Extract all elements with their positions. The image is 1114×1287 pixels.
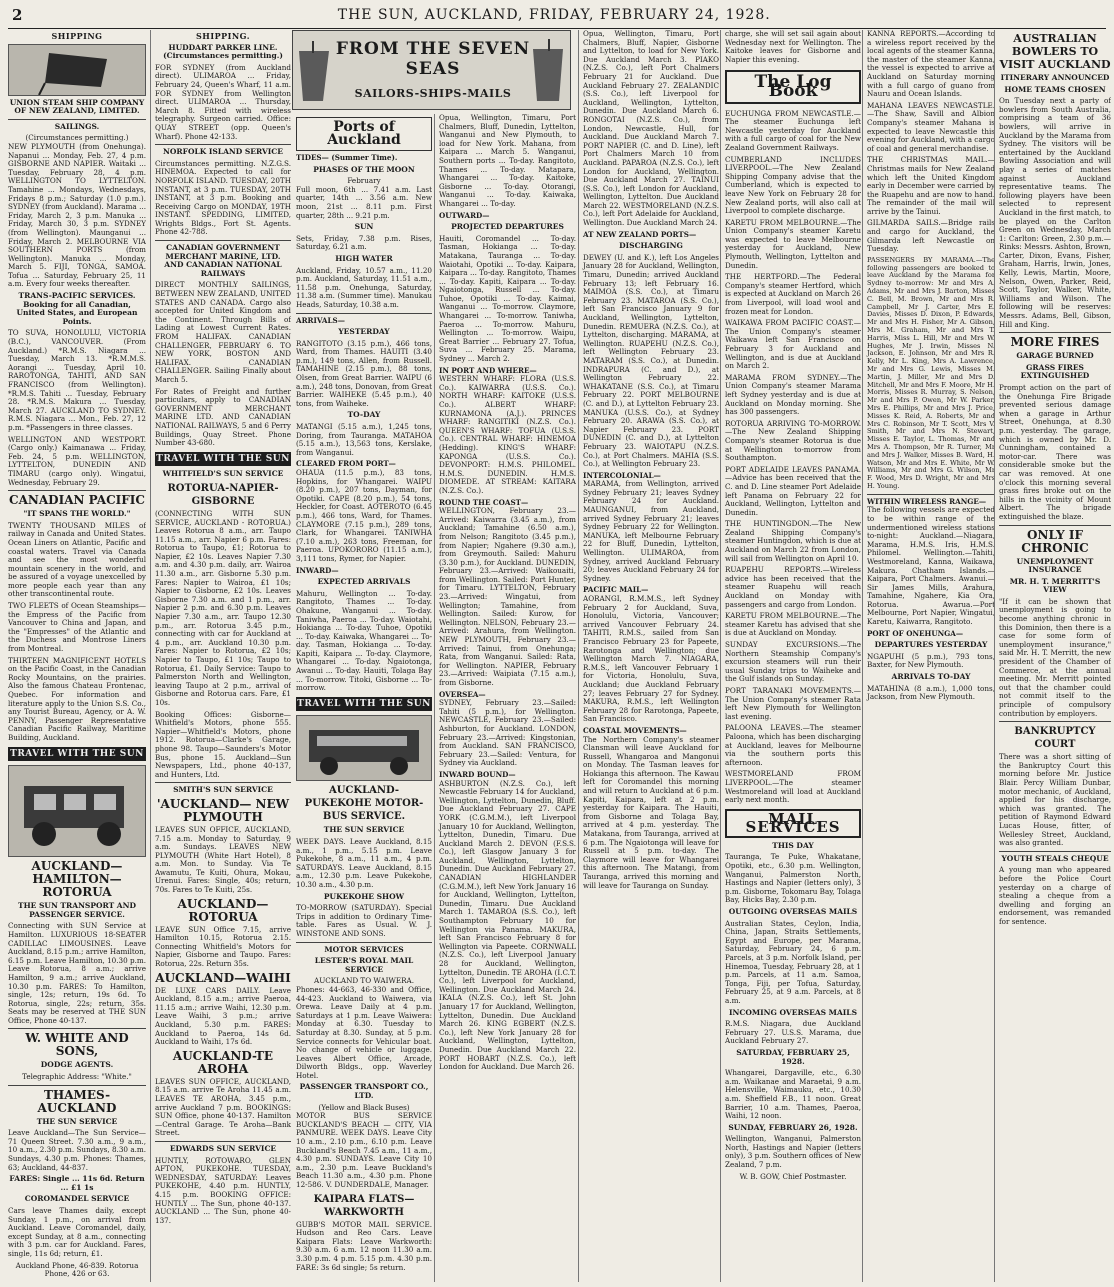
ar-body: LEAVE SUN Office 7.15, arrive Hamilton 10.15, Rotorua 2.15. Connecting Whitfield's Motors for Napier, Gisborne and Taupo. Fares: Rotorua, 22s. Return 35s.: [155, 924, 291, 969]
mahana-item: MAHANA LEAVES NEWCASTLE.—The Shaw, Savill and Albion Company's steamer Mahana is expected to leave Newcastle this evening for Auckland, with a cargo of coal and general merchandise.: [867, 100, 995, 153]
lester-body: Phones: 44-663, 46-330 and Office, 44-423. Auckland to Waiwera, via Orewa. Leave Daily at 4 p.m. Saturdays at 1 p.m. Leave Waiwera: Monday at 6.30. Tuesday to Saturday at 8.30. Sunday, at 5 p.m. Service connects for Vehicular boat. No change of vehicle or luggage. Leaves Albert Office, Arcade, Dilworth Bldgs., opp. Waverley Hotel.: [296, 984, 432, 1080]
westport-body: WELLINGTON AND WESTPORT. (Cargo only.) Kaimanawa ... Friday, Feb. 24, 5 p.m. WELLINGTON, LYTTELTON, DUNEDIN AND TIMARU (cargo only). Wingatui, Wednesday, February 29.: [8, 434, 146, 487]
fares: FARES: Single ... 11s 6d. Return ... £1 1s: [9, 1174, 145, 1192]
edwards-body: HUNTLY, ROTOWARO, GLEN AFTON, PUKEKOHE. TUESDAY, WEDNESDAY, SATURDAY: Leaves PUKEKOHE, 4.40 p.m. HUNTLY, 4.15 p.m. BOOKING OFFICE: HUNTLY ... The Sun, phone 40-137. AUCKLAND ... The Sun, phone 40-137.: [155, 1155, 291, 1225]
moon-month: February: [347, 176, 381, 186]
christmas-item: THE CHRISTMAS MAIL.—Christmas mails for New Zealand which left the United Kingdom early in December were carried by the Ruapehu and are now to hand. The remainder of the mail will arrive by the Tainui.: [867, 155, 995, 216]
fires-body: Prompt action on the part of the Onehunga Fire Brigade prevented serious damage when a garage in Arthur Street, Onehunga, at 8.30 p.m. yesterday. The garage, which is owned by Mr. D. Cunningham, contained a motor-car. There was considerable smoke but the car was removed. At one o'clock this morning several grass fires broke out on the hills in the vicinity of Mount Albert. The brigade extinguished the blaze.: [999, 383, 1111, 521]
coromandel-body: Cars leave Thames daily, except Sunday, 1 p.m., on arrival from Auckland. Leave Coromandel, daily, except Sunday, at 8 a.m., connecting with 3 p.m. car for Auckland. Fares, single, 11s 6d; return, £1.: [8, 1206, 146, 1258]
show-body: TO-MORROW (SATURDAY). Special Trips in addition to Ordinary Time-table. Fares as Usual. W. J. WINSTONE AND SONS.: [296, 903, 432, 938]
moon-body: Full moon, 6th ... 7.41 a.m. Last quarter, 14th ... 3.56 a.m. New moon, 21st ... 8.11 p.m. First quarter, 28th ... 9.21 p.m.: [296, 184, 432, 220]
cgmm-body: DIRECT MONTHLY SAILINGS, BETWEEN NEW ZEALAND, UNITED STATES AND CANADA. Cargo also accepted for United Kingdom and the Continent. Through Bills of Lading at Lowest Current Rates. FROM HALIFAX. CANADIAN CHALLENGER, FEBRUARY 6. TO NEW YORK, BOSTON AND HALIFAX. CANADIAN CHALLENGER. Sailing Finally about March 5.: [155, 280, 291, 384]
cp-body: TWENTY THOUSAND MILES of railway in Canada and United States. Ocean Liners on Atlantic, Pacific and coastal waters. Travel via Canada and see the most wonderful mountain scenery in the world, and be assured of a voyage unexcelled by more people each year than any other transcontinental route.: [8, 520, 146, 599]
pukekohe-body: WEEK DAYS. Leave Auckland, 8.15 a.m., 1 p.m., 5.15 p.m. Leave Pukekohe, 8 a.m., 11 a.m., 4 p.m. SATURDAYS. Leave Auckland, 8.15 a.m., 12.30 p.m. Leave Pukekohe, 10.30 a.m., 4.30 p.m.: [296, 837, 432, 889]
hertford-item: THE HERTFORD.—The Federal Company's steamer Hertford, which is expected at Auckland on March 26 from Liverpool, will load wool and frozen meat for London.: [725, 272, 861, 316]
sailings-body: NEW PLYMOUTH (from Onehunga). Napanui ... Monday, Feb. 27, 4 p.m. GISBORNE AND NAPIER. Waitaki ... Tuesday, February 28, 4 p.m. WELLINGTON TO LYTTELTON. Tamahine ... Mondays, Wednesdays, Fridays 8 p.m.; Saturday (1.0 p.m.). SYDNEY (from Auckland). Marama ... Friday, March 2, 3 p.m. Manuka ... Friday, March 30, 3 p.m. SYDNEY (from Wellington). Maunganui ... Friday, March 2. MELBOURNE VIA SOUTHERN PORTS (from Wellington). Manuka ... Monday, March 5. FIJI, TONGA, SAMOA. Tofua ... Saturday, February 25, 11 a.m. Every four weeks thereafter.: [8, 141, 146, 289]
mail-services-title: MAIL SERVICES: [725, 809, 861, 838]
sunday-item: SUNDAY EXCURSIONS.—The Northern Steamship Company's excursion steamers will run their usual Sunday trips to Waiheke and the Gulf islands on Sunday.: [725, 640, 861, 684]
thames-body: Leave Auckland—The Sun Service—71 Queen Street. 7.30 a.m., 9 a.m., 10 a.m., 2.30 p.m. Sundays, 8.30 a.m. Sundays, 4.30 p.m. Phones: Thames, 63; Auckland, 44-837.: [8, 1128, 146, 1172]
sailings-heading: SAILINGS.: [54, 121, 100, 131]
canadian-pacific-slogan: "IT SPANS THE WORLD.": [23, 509, 131, 519]
column-1: [8, 30, 146, 1282]
high-water-body: Auckland, Friday, 10.57 a.m., 11.20 p.m. Auckland, Saturday, 11.51 a.m., 11.58 p.m. Onehunga, Saturday, 11.38 a.m. (Summer time). Manukau Heads, Saturday, 10.38 a.m.: [296, 265, 432, 309]
cgmm-heading: CANADIAN GOVERNMENT MERCHANT MARINE, LTD. AND CANADIAN NATIONAL RAILWAYS: [164, 243, 282, 278]
page-number: 2: [12, 6, 23, 24]
bus-illustration: [296, 715, 432, 781]
passenger-sub: (Yellow and Black Buses): [318, 1102, 410, 1112]
gilmarda-item: GILMARDA SAILS.—Bridge rails and cargo for Auckland, the Gilmarda left Newcastle on Tuesday.: [867, 218, 995, 254]
saturday-heading: SATURDAY, FEBRUARY 25, 1928.: [736, 1047, 850, 1066]
phones: Auckland Phone, 46-839. Rotorua Phone, 426 or 63.: [15, 1260, 139, 1279]
column-3: [292, 114, 432, 1282]
lester-sub: AUCKLAND TO WAIWERA.: [314, 976, 414, 986]
trans-pacific-heading: TRANS-PACIFIC SERVICES. Booking for all Canadian, United States, and European Points.: [16, 291, 138, 326]
tides-label: TIDES—: [296, 153, 329, 162]
column-6: [720, 30, 861, 1282]
sun-heading: SUN: [354, 222, 374, 232]
column-8: [994, 30, 1111, 1282]
aw-body: DE LUXE CARS DAILY. Leave Auckland, 8.15 a.m.; arrive Paeroa, 11.15 a.m.; arrive Waihi, 12.30 p.m. Leave Waihi, 3 p.m.; arrive Auckland, 5.30 p.m. FARES: Auckland to Paeroa, 14s 6d. Auckland to Waihi, 17s 6d.: [155, 985, 291, 1047]
ata-body: LEAVES SUN OFFICE, AUCKLAND, 8.15 a.m. arrive Te Aroha 11.45 a.m. LEAVES TE AROHA, 3.45 p.m., arrive Auckland 7 p.m. BOOKINGS: SUN Office, phone 40-137. Hamilton—Central Garage. Te Aroha—Bank Street.: [155, 1076, 291, 1138]
rotorua-napier-title: ROTORUA-NAPIER-GISBORNE: [167, 482, 279, 507]
booking-offices: Booking Offices: Gisborne—Whitfield's Motors, phone 555. Napier—Whitfield's Motors, phone 1912. Rotorua—Clarke's Garage, phone 98. Taupo—Saunders's Motor Bus, phone 15. Auckland—Sun Newspapers, Ltd., phone 40-137, and Hunters, Ltd.: [155, 709, 291, 779]
banner-title: FROM THE SEVEN SEAS: [335, 39, 531, 79]
karetu-item: KARETU FROM MELBOURNE.—The Union Company's steamer Karetu was expected to leave Melbourne yesterday for Auckland, New Plymouth, Wellington, Lyttelton and Dunedin.: [725, 217, 861, 270]
garage-heading: GARAGE BURNED: [1016, 351, 1094, 361]
cleared-body: OHAUA (11.5 p.m.), 83 tons, Hopkins, for Whangarei. WAIPU (8.20 p.m.), 207 tons, Dayman, for Opotiki. CAPE (8.20 p.m.), 54 tons, Heckler, for Coast. AOTEROTO (6.45 p.m.), 466 tons, Ward, for Thames. CLAYMORE (7.15 p.m.), 289 tons, Clark, for Whangarei. TANIWHA (7.10 a.m.), 263 tons, Freeman, for Paeroa. UPOKORORO (11.15 a.m.), 3,111 tons, Rymer, for Napier.: [296, 468, 432, 563]
today-body: MATANGI (5.15 a.m.), 1,245 tons, Doring, from Tauranga. MATAHOA (5.15 a.m.), 13,563 tons, Kerslake, from Wanganui.: [296, 422, 432, 457]
pacific-mail-heading: PACIFIC MAIL—: [583, 585, 649, 595]
auckland-rotorua-title: AUCKLAND—ROTORUA: [177, 896, 269, 924]
trans-pacific-body: TO SUVA, HONOLULU, VICTORIA (B.C.), VANCOUVER. (From Auckland.) *R.M.S. Niagara ... Tuesday, March 13. *R.M.M.S. Aorangi ... Tuesday, April 10. RAROTONGA, TAHITI, AND SAN FRANCISCO (from Wellington). *R.M.S. Tahiti ... Tuesday, February 28. *R.M.S. Makura ... Tuesday, March 27. AUCKLAND TO SYDNEY. R.M.S. Niagara ... Mon., Feb. 27, 12 p.m. *Passengers in three classes.: [8, 328, 146, 432]
tides-heading: [296, 154, 432, 163]
itinerary-heading: ITINERARY ANNOUNCED: [1000, 73, 1110, 82]
arrivals-today-body: MATAHINA (8 a.m.), 1,000 tons, Jackson, from New Plymouth.: [867, 683, 995, 702]
bankruptcy-headline: BANKRUPTCY COURT: [1014, 726, 1096, 751]
grass-heading: GRASS FIRES EXTINGUISHED: [1020, 362, 1090, 381]
inward-bound-heading: INWARD BOUND—: [439, 769, 516, 779]
discharging-heading: DISCHARGING: [619, 241, 683, 251]
signoff: W. B. GOW, Chief Postmaster.: [739, 1171, 847, 1181]
edwards-heading: EDWARDS SUN SERVICE: [169, 1143, 277, 1153]
bus-icon: [297, 716, 431, 780]
wireless-body: The following vessels are expected to be within range of the undermentioned wireless stations to-night: Auckland.—Niagara, Marama, H.M.S. Iris, H.M.S. Philomel. Wellington.—Tahiti, Westmoreland, Kanna, Waikawa, Makura. Chatham Islands.—Kaipara, Port Chalmers. Awanui.—Sir James Mills, Arahura, Tamahine, Ngahere, Kia Ora, Rotorua. Awarua.—Port Melbourne, Port Napier, Wingatui, Karetu, Kaiwarra, Rangitoto.: [867, 505, 995, 627]
kaipara-body: GUBB'S MOTOR MAIL SERVICE. Hudson and Reo Cars. Leave Kaipara Flats: Leave Warkworth: 9.30 a.m. 6 a.m. 12 noon 11.30 a.m. 3.30 p.m. 4 p.m. 5.15 p.m. 4.30 p.m. FARE: 3s 6d single; 5s return.: [296, 1219, 432, 1272]
home-teams-heading: HOME TEAMS CHOSEN: [1004, 84, 1106, 94]
passenger-body: MOTOR BUS SERVICE BUCKLAND'S BEACH — CITY, VIA PANMURE. WEEK DAYS. Leave City 10 a.m., 2.10 p.m., 6.10 p.m. Leave Buckland's Beach 7.45 a.m., 11 a.m., 4.30 p.m. SUNDAYS. Leave City 10 a.m., 2.30 p.m. Leave Buckland's Beach 11.30 a.m., 4.30 p.m. Phone 12-586. V. DUNDERDALE, Manager.: [296, 1111, 432, 1189]
expected-body: Mahuru, Wellington ... To-day. Rangitoto, Thames ... To-day. Ohakune, Wanganui ... To-day. Taniwha, Paeroa ... To-day. Waiotahi, Hokianga ... To-day. Tuhoe, Opotiki ... To-day. Kaiwaka, Whangarei ... To-day. Tasman, Hokianga ... To-day. Kapiti, Kaipara ... To-day. Claymore, Whangarei ... To-day. Ngaiotonga, Awanui ... To-day. Hauiti, Tolaga Bay ... To-morrow. Titoki, Gisborne ... To-morrow.: [296, 588, 432, 693]
col6-intro: charge, she will set sail again about Wednesday next for Wellington. The Kaitoke leaves for Gisborne and Napier this evening.: [725, 30, 861, 64]
column-7: [862, 30, 995, 1282]
tides-note: (Summer Time).: [331, 153, 398, 162]
outward-heading: OUTWARD—: [439, 210, 490, 220]
auckland-te-aroha-title: AUCKLAND-TE AROHA: [172, 1048, 274, 1076]
cheque-body: A young man who appeared before the Police Court yesterday on a charge of stealing a cheque from a dwelling and forging an endorsement, was remanded for sentence.: [999, 865, 1111, 926]
motor-car-illustration: [8, 765, 146, 857]
intercolonial-heading: INTERCOLONIAL—: [583, 470, 661, 480]
thames-sub: THE SUN SERVICE: [36, 1116, 118, 1126]
white-sons-sub: DODGE AGENTS.: [40, 1060, 114, 1070]
departures-body: NGAPUHI (5 p.m.), 793 tons, Baxter, for New Plymouth.: [867, 651, 995, 670]
cumberland-item: CUMBERLAND INCLUDES LIVERPOOL.—The New Zealand Shipping Company advise that the Cumberland, which is expected to leave New York on February 28 for New Zealand ports, will also call at Liverpool to complete discharge.: [725, 154, 861, 216]
incoming-heading: INCOMING OVERSEAS MAILS: [728, 1007, 858, 1017]
high-water-heading: HIGH WATER: [335, 253, 393, 263]
rotorua-item: ROTORUA ARRIVING TO-MORROW.—The New Zealand Shipping Company's steamer Rotorua is due at Wellington to-morrow from Southampton.: [725, 418, 861, 463]
white-sons-title: W. WHITE AND SONS,: [25, 1031, 129, 1059]
auckland-waihi-title: AUCKLAND—WAIHI: [155, 970, 291, 985]
paloona-item: PALOONA LEAVES.—The steamer Paloona, which has been discharging at Auckland, leaves for Melbourne via the southern ports this afternoon.: [725, 723, 861, 767]
bowlers-headline: AUSTRALIAN BOWLERS TO VISIT AUCKLAND: [999, 32, 1111, 71]
arrivals-body: RANGITOTO (3.15 p.m.), 466 tons, Ward, from Thames. HAUITI (3.40 p.m.), 149 tons, Allen, from Russell. TAMAHINE (2.15 p.m.), 88 tons, Olsen, from Great Barrier. WAIPU (6 a.m.), 248 tons, Donovan, from Great Barrier. WAIHEKE (5.45 p.m.), 40 tons, from Waiheke.: [296, 338, 432, 408]
auckland-np-title: 'AUCKLAND— NEW PLYMOUTH: [156, 796, 290, 824]
oversea-heading: OVERSEA—: [439, 689, 486, 699]
norfolk-heading: NORFOLK ISLAND SERVICE: [163, 147, 283, 157]
hamilton-sub: THE SUN TRANSPORT AND PASSENGER SERVICE.: [18, 901, 136, 919]
onehunga-heading: PORT OF ONEHUNGA—: [867, 628, 964, 638]
incoming-body: R.M.S. Niagara, due Auckland February 27. U.S.S. Marama, due Auckland February 27.: [725, 1019, 861, 1046]
smith-heading: SMITH'S SUN SERVICE: [173, 785, 273, 795]
whitfield-heading: WHITFIELD'S SUN SERVICE: [162, 469, 284, 479]
sailings-note: (Circumstances permitting.): [25, 133, 129, 143]
pukekohe-sub: THE SUN SERVICE: [323, 825, 405, 835]
euchunga-item: EUCHUNGA FROM NEWCASTLE.—The steamer Euchunga left Newcastle yesterday for Auckland with a full cargo of coal for the New Zealand Government Railways.: [725, 108, 861, 152]
arrivals-today-heading: ARRIVALS TO-DAY: [891, 672, 971, 682]
lester-heading: LESTER'S ROYAL MAIL SERVICE: [314, 956, 414, 974]
hamilton-title: AUCKLAND— HAMILTON— ROTORUA: [31, 859, 123, 900]
taranaki-item: PORT TARANAKI MOVEMENTS.—The Union Company's steamer Rata left New Plymouth for Wellington last evening.: [725, 685, 861, 721]
projected-body: Hauiti, Coromandel ... To-day. Tasman, Hokianga ... To-day. Matakana, Tauranga ... To-day. Waiotahi, Opotiki ... To-day. Kaipara, Kaipara ... To-day. Rangitoto, Thames ... To-day. Kapiti, Kaipara ... To-day. Ngaiotonga, Russell ... To-day. Tuhoe, Opotiki ... To-day. Kaimai, Wanganui ... To-morrow. Claymore, Whangarei ... To-morrow. Taniwha, Paeroa ... To-morrow. Mahuru, Wellington ... To-morrow. Waipu, Great Barrier ... February 27. Tofua, Suva ... February 25. Marama, Sydney ... March 2.: [439, 233, 576, 364]
show-heading: PUKEKOHE SHOW: [323, 891, 405, 901]
unemployment-heading: UNEMPLOYMENT INSURANCE: [1016, 556, 1094, 575]
flag-icon: [9, 45, 146, 95]
chronic-headline: ONLY IF CHRONIC: [1021, 527, 1089, 555]
round-coast-heading: ROUND THE COAST—: [439, 497, 529, 507]
travel-with-sun-banner: TRAVEL WITH THE SUN: [8, 747, 146, 762]
motor-services-heading: MOTOR SERVICES: [324, 944, 404, 954]
masthead: [8, 2, 1106, 29]
pacific-mail-body: AORANGI, R.M.M.S., left Sydney February 2 for Auckland, Suva, Honolulu, Victoria, Vancouver; arrived Vancouver February 24. TAHITI, R.M.S., sailed from San Francisco February 23 for Papeete, Rarotonga and Wellington; due Wellington March 7. NIAGARA, R.M.S., left Vancouver February 1 for Victoria, Honolulu, Suva, Auckland; due Auckland February 27; leaves February 27 for Sydney. MAKURA, R.M.S., left Wellington February 28 for Rarotonga, Papeete, San Francisco.: [583, 594, 719, 724]
coastal-heading: COASTAL MOVEMENTS—: [583, 725, 687, 735]
rotorua-body: (CONNECTING WITH SUN SERVICE, AUCKLAND - ROTORUA.) Leaves Rotorua 8 a.m., arr. Taupo 11.15 a.m., arr. Napier 6 p.m. Fares: Rotorua to Taupo, £1; Rotorua to Napier, £2 10s. Leaves Napier 7.30 a.m. and 4.30 p.m. daily, arr. Wairoa 11.30 a.m., arr. Gisborne 5.30 p.m. Fares: Napier to Wairoa, £1 10s; Napier to Gisborne, £2 10s. Leaves Gisborne 7.30 a.m. and 1 p.m., arr. Napier 2 p.m. and 6.30 p.m. Leaves Napier 7.30 a.m., arr. Taupo 12.30 p.m., arr. Rotorua 3.45 p.m., connecting with car for Auckland at 4 p.m., arr. Auckland 10.30 p.m. Fares: Napier to Rotorua, £2 10s; Napier to Taupo, £1 10s; Taupo to Rotorua, £1. Daily Service: Taupo to Palmerston North and Wellington, leaving Taupo at 2 p.m., arrival of Gisborne and Rotorua cars. Fare, £1 10s.: [155, 508, 291, 707]
ruapehu-item: RUAPEHU REPORTS.—Wireless advice has been received that the steamer Ruapehu will reach Auckland on Monday with passengers and cargo from London.: [725, 565, 861, 609]
this-day-heading: THIS DAY: [772, 840, 814, 850]
np-body: LEAVES SUN OFFICE, AUCKLAND, 7.15 a.m. Monday to Saturday, 9 a.m. Sundays. LEAVES NEW PLYMOUTH (White Hart Hotel), 8 a.m. Mon. to Sunday. Via Te Awamutu, Te Kuiti, Ohura, Mokau, Urenui. Fares: Single, 40s; return, 70s. Fares to Te Kuiti, 25s.: [155, 824, 291, 895]
bowlers-body: On Tuesday next a party of bowlers from South Australia, comprising a team of 36 bowlers, will arrive in Auckland by the Marama from Sydney. The visitors will be entertained by the Auckland Bowling Association and will play a series of matches against Auckland representative teams. The following players have been selected to represent Auckland in the first match, to be played on the Carlton Green on Wednesday, March 1: Carlton: Green, 2.30 p.m.—Rinks: Messrs. Ashton, Brown, Carter, Dixon, Evans, Fisher, Graham, Harris, Irwin, Jones, Kelly, Lewis, Martin, Moore, Nelson, Owen, Parker, Reid, Scott, Taylor, Walker, White, Williams and Wilson. The following will be reserves: Messrs. Adams, Bell, Gibson, Hill and King.: [999, 96, 1111, 329]
company-name: UNION STEAM SHIP COMPANY OF NEW ZEALAND, LIMITED.: [9, 97, 145, 116]
log-book-title: The Log Book: [725, 70, 861, 103]
col5-intro: Opua, Wellington, Timaru, Port Chalmers, Bluff, Napier, Gisborne and Lyttelton, to load for New York. Due Auckland March 3. PIAKO (N.Z.S. Co.), left Port Chalmers February 21 for Auckland. Due Auckland February 27. ZEALANDIC (S.S. Co.), left Liverpool for Auckland, Wellington, Lyttelton, Dunedin. Due Auckland March 6. RONGOTAI (N.Z.S. Co.), from London, Newcastle, Hull, for Auckland. Due Auckland March 7. PORT NAPIER (C. and D. Line), left Port Chalmers March 10 from Auckland. PAPAROA (N.Z.S. Co.), left London for Auckland, Wellington. Due Auckland March 27. TAINUI (S.S. Co.), left London for Auckland, Wellington, Lyttelton. Due Auckland March 22. WESTMORELAND (N.Z.S. Co.), left Port Adelaide for Auckland, Wellington. Due Auckland March 24.: [583, 30, 719, 228]
canadian-pacific-title: CANADIAN PACIFIC: [9, 493, 145, 508]
cheque-headline: YOUTH STEALS CHEQUE: [1001, 853, 1109, 863]
intercolonial-body: MARAMA, from Wellington, arrived Sydney February 21; leaves Sydney February 24 for Auckland. MAUNGANUI, from Auckland, arrived Sydney February 21; leaves Sydney February 22 for Wellington. MANUKA, left Melbourne February 22 for Bluff, Dunedin, Lyttelton, Wellington. ULIMAROA, from Sydney, arrived Auckland February 20; leaves Auckland February 24 for Sydney.: [583, 479, 719, 583]
travel-with-sun-banner: TRAVEL WITH THE SUN: [296, 697, 432, 712]
coastal-body: The Northern Company's steamer Clansman will leave Auckland for Russell, Whangaroa and Mangonui on Monday. The Tasman leaves for Hokianga this afternoon. The Kawau left for Coromandel this morning and will return to Auckland at 6 p.m. Kapiti, Kaipara, left at 2 p.m. yesterday for Kaipara. The Hauiti, from Gisborne and Tolaga Bay, arrived at 4 p.m. yesterday. The Matakana, from Tauranga, arrived at 6 p.m. The Ngaiotonga will leave for Russell at 5 p.m. to-day. The Claymore will leave for Whangarei this afternoon. The Matangi, from Tauranga, arrived this morning and will leave for Tauranga on Sunday.: [583, 734, 719, 890]
karetu-item-2: KARETU FROM MELBOURNE.—The steamer Karetu has advised that she is due at Auckland on Monday.: [725, 611, 861, 638]
cgmm-body-2: For Rates of Freight and further particulars, apply to CANADIAN GOVERNMENT MERCHANT MARINE LTD. AND CANADIAN NATIONAL RAILWAYS, 5 and 6 Perry Buildings, Quay Street. Phone Number 43-680.: [155, 386, 291, 448]
waikawa-item: WAIKAWA FROM PACIFIC COAST.—The Union Company's steamer Waikawa left San Francisco on February 3 for Auckland and Wellington, and is due at Auckland on March 2.: [725, 318, 861, 371]
seven-seas-banner: [292, 30, 571, 110]
col4-intro: Opua, Wellington, Timaru, Port Chalmers, Bluff, Dunedin, Lyttelton, Wanganui and New Plymouth, to load for New York. Mahana, from Kaipara ... March 5. Wanganui, Southern ports ... To-day. Rangitoto, Thames ... To-day. Matapara, Whangarei ... To-day. Kaitoke, Gisborne ... To-day. Otorangi, Wanganui ... To-day. Kaiwaka, Whangarei ... To-day.: [439, 114, 576, 208]
coromandel-heading: COROMANDEL SERVICE: [24, 1194, 130, 1204]
bankruptcy-body: There was a short sitting of the Bankruptcy Court this morning before Mr. Justice Blair. Percy William Dunbar, motor mechanic, of Auckland, applied for his discharge, which was granted. The petition of Raymond Edward Lucas House, fitter, of Wellesley Street, Auckland, was also granted.: [999, 752, 1111, 848]
car-icon: [9, 766, 145, 856]
wireless-heading: WITHIN WIRELESS RANGE—: [867, 496, 987, 506]
pukekohe-title: AUCKLAND-PUKEKOHE MOTOR-BUS SERVICE.: [304, 785, 424, 823]
arrivals-heading: ARRIVALS—: [296, 315, 345, 325]
ports-title: Ports of Auckland: [296, 117, 432, 151]
ship-flag-illustration: [8, 44, 146, 96]
section-heading: SHIPPING: [51, 31, 103, 41]
column-2: [150, 30, 291, 1282]
sunday-body: Wellington, Wanganui, Palmerston North, Hastings and Napier (letters only), 3 p.m. Southern offices of New Zealand, 7 p.m.: [725, 1134, 861, 1170]
yesterday-heading: YESTERDAY: [338, 327, 390, 337]
westmoreland-item: WESTMORELAND FROM LIVERPOOL.—The steamer Westmoreland will load at Auckland early next month.: [725, 769, 861, 805]
huddart-body: FOR SYDNEY (from Auckland direct). ULIMAROA ... Friday, February 24, Queen's Wharf, 11 a.m. FOR SYDNEY from Wellington direct. ULIMAROA ... Thursday, March 8. Fitted with wireless telegraphy. Surgeon carried. Office: QUAY STREET (opp. Queen's Wharf). Phone 42-133.: [155, 62, 291, 141]
cleared-heading: CLEARED FROM PORT—: [296, 459, 396, 469]
masthead-title: THE SUN, AUCKLAND, FRIDAY, FEBRUARY 24, 1928.: [337, 7, 771, 23]
nz-ports-body: DEWEY (U. and K.), left Los Angeles January 28 for Auckland, Wellington, Timaru, Dunedin; arrived Auckland February 13; left February 16. MAIMOA (S.S. Co.), at Timaru February 23. MATAROA (S.S. Co.), left San Francisco January 9 for Auckland, Wellington, Lyttelton, Dunedin. REMUERA (N.Z.S. Co.), at Lyttelton, discharging. MARAMA, at Wellington. RUAPEHU (N.Z.S. Co.), left Wellington February 23. MATARAM (S.S. Co.), at Dunedin. INDRAPURA (C. and D.), at Wellington February 22. WHAKATANE (S.S. Co.), at Timaru February 22. PORT MELBOURNE (C. and D.), at Lyttelton February 23. MANUKA (U.S.S. Co.), at Sydney February 20. ARAWA (S.S. Co.), at Napier February 23. PORT DUNEDIN (C. and D.), at Lyttelton February 23. WAIOTAPU (N.Z.S. Co.), at Port Chalmers. MAHIA (S.S. Co.), at Wellington February 23.: [583, 252, 719, 469]
round-coast-body: WELLINGTON, February 23.—Arrived: Kaiwarra (3.45 a.m.), from Auckland; Tamahine (6.50 a.m.), from Nelson; Rangitoto (3.45 p.m.), from Napier; Ngahere (9.30 a.m.), from Greymouth. Sailed: Mahuru (3.30 p.m.), for Auckland. DUNEDIN, February 23.—Arrived: Waikouaiti, from Wellington. Sailed: Port Hunter, for Timaru. LYTTELTON, February 23.—Arrived: Wingatui, from Wellington; Tamahine, from Wellington. Sailed: Kurow, for Wellington. NELSON, February 23.—Arrived: Arahura, from Wellington. NEW PLYMOUTH, February 23.—Arrived: Tainui, from Onehunga; Rata, from Wanganui. Sailed: Rata, for Wellington. NAPIER, February 23.—Arrived: Waipiata (7.15 a.m.), from Gisborne.: [439, 506, 576, 687]
norfolk-body: Circumstances permitting. N.Z.G.S. HINEMOA. Expected to call for NORFOLK ISLAND. TUESDAY, 20TH INSTANT, at 3 p.m. TUESDAY, 20TH INSTANT, at 3 p.m. Booking and Receiving Cargo on MONDAY, 19TH INSTANT. SPEDDING, LIMITED, Wrights Bldgs., Fort St. Agents. Phone 42-788.: [155, 158, 291, 237]
cp-body-3: THIRTEEN MAGNIFICENT HOTELS on the Pacific Coast, in the Canadian Rocky Mountains, on the prairies. Also the famous Chateau Frontenac, Quebec. For information and literature apply to the Union S.S. Co., any Tourist Bureau, Agency, or A. W. PENNY, Passenger Representative Canadian Pacific Railway, Maritime Building, Auckland.: [8, 655, 146, 742]
thames-title: THAMES-AUCKLAND: [37, 1087, 117, 1115]
passenger-heading: PASSENGER TRANSPORT CO., LTD.: [299, 1082, 429, 1101]
section-heading: SHIPPING.: [196, 31, 250, 41]
kanna-item: KANNA REPORTS.—According to a wireless report received by the local agents of the steamer Kanna, the master of the steamer Kanna, the vessel is expected to arrive at Auckland on Saturday morning with a full cargo of guano from Nauru and Ocean Islands.: [867, 30, 995, 99]
hamilton-body: Connecting with SUN Service at Hamilton. LUXURIOUS 18-SEATER CADILLAC LIMOUSINES. Leave Auckland, 8.15 p.m.; arrive Hamilton, 6.15 p.m. Leave Hamilton, 10.30 p.m. Leave Rotorua, 8 a.m.; arrive Hamilton, 9 a.m.; arrive Auckland, 10.30 p.m. FARES: To Hamilton, single, 12s; return, 19s 6d. To Rotorua, single, 22s; return, 35s. Seats may be reserved at THE SUN Office, Phone 40-137.: [8, 921, 146, 1025]
fires-headline: MORE FIRES: [1010, 335, 1100, 350]
today-heading: TO-DAY: [347, 410, 381, 420]
inward-bound-body: ASHBURTON (N.Z.S. Co.), left Newcastle February 14 for Auckland, Wellington, Lyttelton, Dunedin, Bluff. Due Auckland February 27. CAPE YORK (C.G.M.M.), left Liverpool January 10 for Auckland, Wellington, Lyttelton, Dunedin, Timaru. Due Auckland March 2. DEVON (F.S.S. Co.), left Glasgow January 3 for Auckland, Wellington, Lyttelton, Dunedin. Due Auckland February 27. CANADIAN HIGHLANDER (C.G.M.M.), left New York January 16 for Auckland, Wellington, Lyttelton, Dunedin, Timaru. Due Auckland March 1. TAMAROA (S.S. Co.), left Southampton February 10 for Wellington via Panama. MAKURA, left San Francisco February 8 for Wellington via Papeete. CORNWALL (N.Z.S. Co.), left Liverpool January 28 for Auckland, Wellington, Lyttelton, Dunedin. TE AROHA (I.C.T. Co.), left Liverpool for Auckland, Wellington. Due Auckland March 24. IKALA (N.Z.S. Co.), left St. John January 17 for Auckland, Wellington, Lyttelton, Dunedin. Due Auckland March 26. KING EGBERT (N.Z.S. Co.), left New York January 28 for Auckland, Wellington, Lyttelton, Dunedin. Due Auckland March 22. PORT HOBART (N.Z.S. Co.), left London for Auckland. Due March 26.: [439, 778, 576, 1072]
white-sons-tel: Telegraphic Address: "White.": [22, 1072, 132, 1082]
columns: [8, 30, 1111, 1282]
nz-ports-heading: AT NEW ZEALAND PORTS—: [583, 229, 697, 239]
chronic-body: "If it can be shown that unemployment is going to become anything chronic in this Dominion, then there is a case for some form of unemployment insurance," said Mr. H. T. Merritt, the new president of the Chamber of Commerce, at the annual meeting. Mr. Merritt pointed out that the chamber could not commit itself to the principle of compulsory contribution by employers.: [999, 596, 1111, 718]
outgoing-body: Australian States, Ceylon, India, China, Japan, Straits Settlements, Egypt and Europe, per Marama, Saturday, February 24, 6 p.m. Parcels, at 3 p.m. Norfolk Island, per Hinemoa, Tuesday, February 28, at 1 p.m. Parcels, at 11 a.m. Samoa, Tonga, Fiji, per Tofua, Saturday, February 25, at 9 a.m. Parcels, at 8 a.m.: [725, 918, 861, 1005]
kaipara-title: KAIPARA FLATS— WARKWORTH: [313, 1193, 415, 1218]
passengers-item: PASSENGERS BY MARAMA.—The following passengers are booked to leave Auckland by the Marama for Sydney to-morrow: Mr and Mrs A. Adams, Mr and Mrs J. Barton, Misses C. Bell, M. Brown, Mr and Mrs R. Campbell, Mr J. Carter, Mrs E. Davies, Misses D. Dixon, P. Edwards, Mr and Mrs H. Fisher, Mr A. Gibson, Mrs M. Graham, Mr and Mrs T. Harris, Miss L. Hill, Mr and Mrs W. Hughes, Mr J. Irwin, Misses N. Jackson, E. Johnson, Mr and Mrs R. Kelly, Mr L. King, Mrs A. Lawrence, Mr and Mrs G. Lewis, Misses M. Martin, J. Miller, Mr and Mrs D. Mitchell, Mr and Mrs F. Moore, Mr H. Morris, Misses R. Murray, S. Nelson, Mr and Mrs P. Owen, Mr W. Parker, Mrs E. Phillips, Mr and Mrs J. Price, Misses K. Reid, A. Roberts, Mr and Mrs C. Robinson, Mr T. Scott, Mrs V. Smith, Mr and Mrs N. Stewart, Misses E. Taylor, L. Thomas, Mr and Mrs A. Thompson, Mr R. Turner, Mr and Mrs J. Walker, Misses B. Ward, H. Watson, Mr and Mrs E. White, Mr W. Williams, Mr and Mrs G. Wilson, Mr F. Wood, Mrs D. Wright, Mr and Mrs H. Young.: [867, 255, 995, 490]
this-day-body: Tauranga, Te Puke, Whakatane, Opotiki, etc., 6.30 p.m. Wellington, Wanganui, Palmerston North, Hastings and Napier (letters only), 3 p.m. Gisborne, Tokomaru Bay, Tolaga Bay, Hicks Bay, 2.30 p.m.: [725, 852, 861, 905]
inward-heading: INWARD—: [296, 565, 339, 575]
cp-body-2: TWO FLEETS of Ocean Steamships—the Empress of the Pacific from Vancouver to China and Japan, and the "Empresses" of the Atlantic and the Duchess and Montrose Liners from Montreal.: [8, 601, 146, 654]
column-5: [578, 30, 719, 1282]
merritt-heading: MR. H. T. MERRITT'S VIEW: [1009, 576, 1101, 595]
sunday-heading: SUNDAY, FEBRUARY 26, 1928.: [728, 1122, 858, 1132]
huntingdon-item: THE HUNTINGDON.—The New Zealand Shipping Company's steamer Huntingdon, which is due at Auckland on March 22 from London, will sail from Wellington on April 10.: [725, 519, 861, 563]
sun-body: Sets, Friday, 7.38 p.m. Rises, Saturday, 6.21 a.m.: [296, 233, 432, 252]
huddart-heading: HUDDART PARKER LINE. (Circumstances permitting.): [163, 42, 283, 61]
oversea-body: SYDNEY, February 23.—Sailed: Tahiti (5 p.m.), for Wellington. NEWCASTLE, February 23.—Sailed: Ashburton, for Auckland. LONDON, February 23.—Arrived: Kingstonian, from Auckland. SAN FRANCISCO, February 23.—Sailed: Ventura, for Sydney via Auckland.: [439, 698, 576, 768]
projected-heading: PROJECTED DEPARTURES: [451, 222, 564, 232]
column-4: [434, 114, 576, 1282]
in-port-body: WESTERN WHARF: FLORA (U.S.S. Co.). KAIWARRA (U.S.S. Co.). NORTH WHARF: KAITOKE (U.S.S. Co.). ALBERT WHARF: KURNAMONA (A.J.). PRINCES WHARF: RANGITIKI (N.Z.S. Co.). QUEEN'S WHARF: TOFUA (U.S.S. Co.). CENTRAL WHARF: HINEMOA (Hedding). KING'S WHARF: KAPONGA (U.S.S. Co.). DEVONPORT: H.M.S. PHILOMEL. H.M.S. DUNEDIN. H.M.S. DIOMEDE. AT STREAM: KAITARA (N.Z.S. Co.).: [439, 374, 576, 495]
expected-heading: EXPECTED ARRIVALS: [317, 577, 411, 587]
saturday-body: Whangarei, Dargaville, etc., 6.30 a.m. Waikanae and Maraetai, 9 a.m. Helensville, Waimauku, etc., 10.30 a.m. Sheffield F.B., 11 noon. Great Barrier, 10 a.m. Thames, Paeroa, Waihi, 12 noon.: [725, 1068, 861, 1121]
port-adelaide-item: PORT ADELAIDE LEAVES PANAMA.—Advice has been received that the C. and D. Line steamer Port Adelaide left Panama on February 22 for Auckland, Wellington, Lyttelton and Dunedin.: [725, 464, 861, 517]
travel-with-sun-banner: TRAVEL WITH THE SUN: [155, 452, 291, 467]
moon-heading: PHASES OF THE MOON: [313, 164, 415, 174]
outgoing-heading: OUTGOING OVERSEAS MAILS: [728, 907, 858, 917]
banner-subtitle: SAILORS-SHIPS-MAILS: [354, 87, 512, 100]
marama-item: MARAMA FROM SYDNEY.—The Union Company's steamer Marama left Sydney yesterday and is due at Auckland on Monday morning. She has 300 passengers.: [725, 372, 861, 417]
departures-heading: DEPARTURES YESTERDAY: [874, 640, 988, 650]
in-port-heading: IN PORT AND WHERE—: [439, 365, 537, 375]
